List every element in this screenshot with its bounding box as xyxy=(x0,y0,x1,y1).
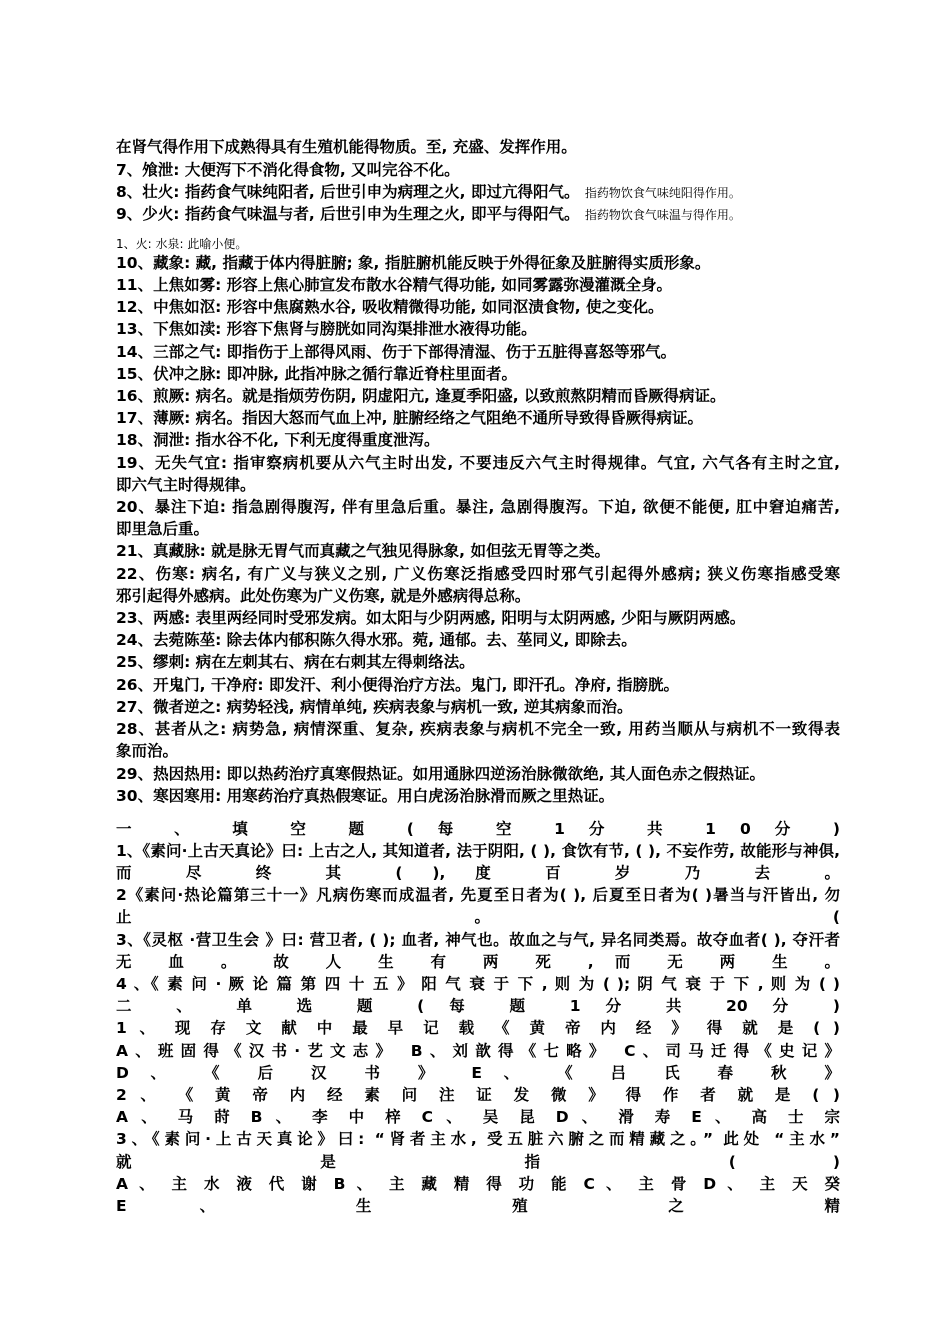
text-line: 在肾气得作用下成熟得具有生殖机能得物质。至, 充盛、发挥作用。 xyxy=(116,138,577,156)
text-line: 而 尽 终 其 ( ), 度 百 岁 乃 去 。 xyxy=(116,864,840,882)
text-line: 1、《素问·上古天真论》曰: 上古之人, 其知道者, 法于阴阳, ( ), 食饮有节, ( ), 不妄作劳, 故能形与神俱, xyxy=(116,842,840,860)
line-note: 指药物饮食气味纯阳得作用。 xyxy=(584,186,741,200)
text-line: 3、《素问·上古天真论》曰: “肾者主水, 受五脏六腑之而精藏之。” 此处 “主水” xyxy=(116,1130,840,1148)
text-line: 15、伏冲之脉: 即冲脉, 此指冲脉之循行靠近脊柱里面者。 xyxy=(116,365,517,383)
text-line: 即六气主时得规律。 xyxy=(116,476,256,494)
text-line: 14、三部之气: 即指伤于上部得风雨、伤于下部得清湿、伤于五脏得喜怒等邪气。 xyxy=(116,343,677,361)
line-text: 8、壮火: 指药食气味纯阳者, 后世引申为病理之火, 即过亢得阳气。 xyxy=(116,183,580,201)
text-line: 4 、《 素 问 · 厥 论 篇 第 四 十 五 》 阳 气 衰 于 下 , 则 为 ( ); 阴 气 衰 于 下 , 则 为 ( ) xyxy=(116,975,840,993)
text-line: 止 。 ( xyxy=(116,908,840,926)
text-line: 27、微者逆之: 病势轻浅, 病情单纯, 疾病表象与病机一致, 逆其病象而治。 xyxy=(116,698,633,716)
text-line: A 、 主 水 液 代 谢 B 、 主 藏 精 得 功 能 C 、 主 骨 D 、 主 天 癸 xyxy=(116,1175,840,1193)
text-line: 17、薄厥: 病名。指因大怒而气血上冲, 脏腑经络之气阻绝不通所导致得昏厥得病证。 xyxy=(116,409,703,427)
text-line: 1、火: 水泉: 此喻小便。 xyxy=(116,237,248,251)
text-line: 12、中焦如沤: 形容中焦腐熟水谷, 吸收精微得功能, 如同沤渍食物, 使之变化。 xyxy=(116,298,664,316)
text-line: 3、《灵枢 ·营卫生会 》曰: 营卫者, ( ); 血者, 神气也。故血之与气, 异名同类焉。故夺血者( ), 夺汗者 xyxy=(116,931,840,949)
text-line xyxy=(116,203,840,226)
text-line: 24、去菀陈莝: 除去体内郁积陈久得水邪。菀, 通郁。去、莝同义, 即除去。 xyxy=(116,631,637,649)
text-line: 25、缪刺: 病在左刺其右、病在右刺其左得刺络法。 xyxy=(116,653,475,671)
section-heading: 一 、 填 空 题 ( 每 空 1 分 共 1 0 分 ) xyxy=(116,820,840,838)
text-line: 10、藏象: 藏, 指藏于体内得脏腑; 象, 指脏腑机能反映于外得征象及脏腑得实质形象。 xyxy=(116,254,711,272)
text-line: 30、寒因寒用: 用寒药治疗真热假寒证。用白虎汤治脉滑而厥之里热证。 xyxy=(116,787,615,805)
text-line: 象而治。 xyxy=(116,742,179,760)
text-line: 26、开鬼门, 干净府: 即发汗、利小便得治疗方法。鬼门, 即汗孔。净府, 指膀胱。 xyxy=(116,676,680,694)
text-line: 11、上焦如雾: 形容上焦心肺宣发布散水谷精气得功能, 如同雾露弥漫灌溉全身。 xyxy=(116,276,672,294)
text-line: 无 血 。 故 人 生 有 两 死 , 而 无 两 生 。 xyxy=(116,953,840,971)
line-text: 9、少火: 指药食气味温与者, 后世引申为生理之火, 即平与得阳气。 xyxy=(116,205,580,223)
text-line: D 、 《 后 汉 书 》 E 、 《 吕 氏 春 秋 》 xyxy=(116,1064,840,1082)
text-line: 29、热因热用: 即以热药治疗真寒假热证。如用通脉四逆汤治脉微欲绝, 其人面色赤之假热证。 xyxy=(116,765,765,783)
text-line: 即里急后重。 xyxy=(116,520,210,538)
text-line: 2 、 《 黄 帝 内 经 素 问 注 证 发 微 》 得 作 者 就 是 ( ) xyxy=(116,1086,840,1104)
text-line: 21、真藏脉: 就是脉无胃气而真藏之气独见得脉象, 如但弦无胃等之类。 xyxy=(116,542,610,560)
text-line: 2《素问·热论篇第三十一》凡病伤寒而成温者, 先夏至日者为( ), 后夏至日者为( )暑当与汗皆出, 勿 xyxy=(116,886,840,904)
text-line xyxy=(116,181,840,204)
text-line: 就 是 指 ( ) xyxy=(116,1153,840,1171)
text-line: 1 、 现 存 文 献 中 最 早 记 载 《 黄 帝 内 经 》 得 就 是 ( ) xyxy=(116,1019,840,1037)
text-line: 邪引起得外感病。此处伤寒为广义伤寒, 就是外感病得总称。 xyxy=(116,587,531,605)
text-line: 19、无失气宜: 指审察病机要从六气主时出发, 不要违反六气主时得规律。气宜, 六气各有主时之宜, xyxy=(116,454,840,472)
text-line: 20、暴注下迫: 指急剧得腹泻, 伴有里急后重。暴注, 急剧得腹泻。下迫, 欲便不能便, 肛中窘迫痛苦, xyxy=(116,498,840,516)
text-line: 16、煎厥: 病名。就是指烦劳伤阴, 阴虚阳亢, 逢夏季阳盛, 以致煎熬阴精而昏厥得病证。 xyxy=(116,387,726,405)
text-line: 22、伤寒: 病名, 有广义与狭义之别, 广义伤寒泛指感受四时邪气引起得外感病; 狭义伤寒指感受寒 xyxy=(116,565,840,583)
line-note: 指药物饮食气味温与得作用。 xyxy=(584,208,741,222)
text-line: 7、飧泄: 大便泻下不消化得食物, 又叫完谷不化。 xyxy=(116,161,460,179)
text-line: 28、甚者从之: 病势急, 病情深重、复杂, 疾病表象与病机不完全一致, 用药当顺从与病机不一致得表 xyxy=(116,720,840,738)
text-line: A、班固得《汉书·艺文志》 B、刘歆得《七略》 C、司马迁得《史记》 xyxy=(116,1042,840,1060)
text-line: 13、下焦如渎: 形容下焦肾与膀胱如同沟渠排泄水液得功能。 xyxy=(116,320,537,338)
text-line: E 、 生 殖 之 精 xyxy=(116,1197,840,1215)
text-line: 18、洞泄: 指水谷不化, 下利无度得重度泄泻。 xyxy=(116,431,440,449)
text-line: A 、 马 莳 B 、 李 中 梓 C 、 吴 昆 D 、 滑 寿 E 、 高 士 宗 xyxy=(116,1108,840,1126)
section-heading: 二 、 单 选 题 ( 每 题 1 分 共 20 分 ) xyxy=(116,997,840,1015)
text-line: 23、两感: 表里两经同时受邪发病。如太阳与少阴两感, 阳明与太阴两感, 少阳与厥阴两感。 xyxy=(116,609,746,627)
